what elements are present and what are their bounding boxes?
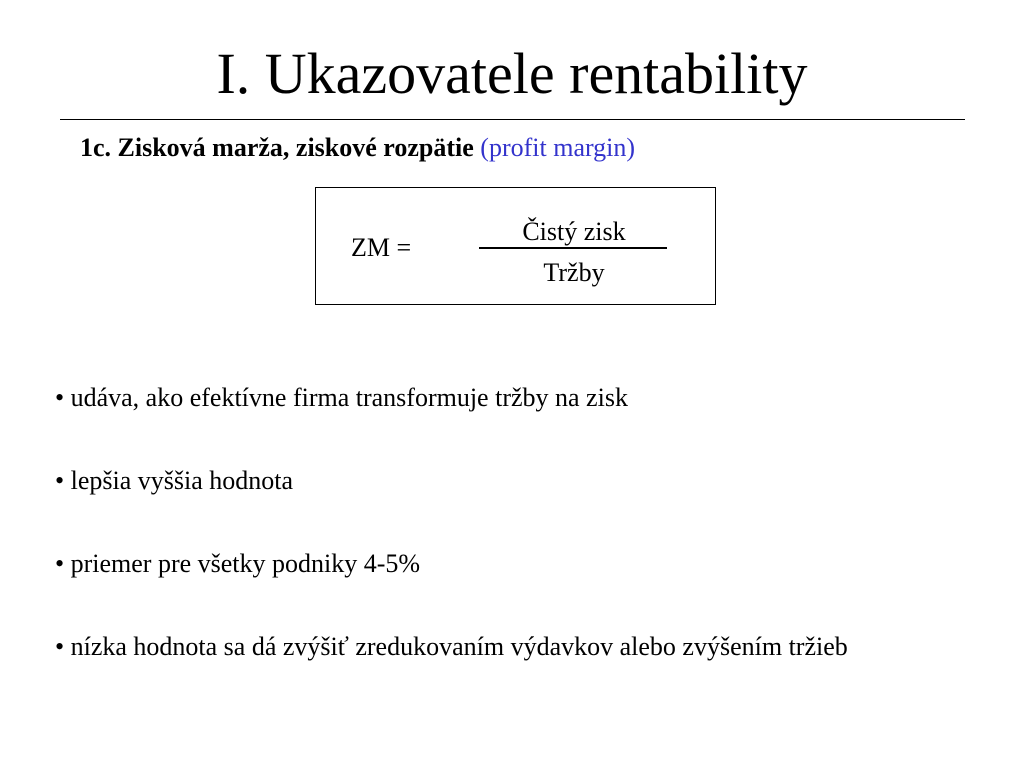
bullet-item: • udáva, ako efektívne firma transformuje tržby na zisk bbox=[55, 383, 628, 412]
formula-denominator: Tržby bbox=[543, 258, 605, 287]
section-subtitle bbox=[80, 131, 635, 165]
fraction-bar bbox=[479, 247, 667, 249]
formula-box bbox=[315, 187, 716, 305]
bullet-item: • priemer pre všetky podniky 4-5% bbox=[55, 549, 421, 578]
bullet-item: • nízka hodnota sa dá zvýšiť zredukovaním výdavkov alebo zvýšením tržieb bbox=[55, 632, 848, 661]
slide-title: I. Ukazovatele rentability bbox=[216, 41, 808, 106]
formula-numerator: Čistý zisk bbox=[522, 217, 626, 246]
title-divider bbox=[60, 119, 965, 120]
formula-lhs: ZM = bbox=[351, 233, 412, 262]
bullet-item: • lepšia vyššia hodnota bbox=[55, 466, 294, 495]
subtitle-english-term: (profit margin) bbox=[480, 133, 636, 162]
subtitle-heading: 1c. Zisková marža, ziskové rozpätie bbox=[80, 133, 474, 162]
